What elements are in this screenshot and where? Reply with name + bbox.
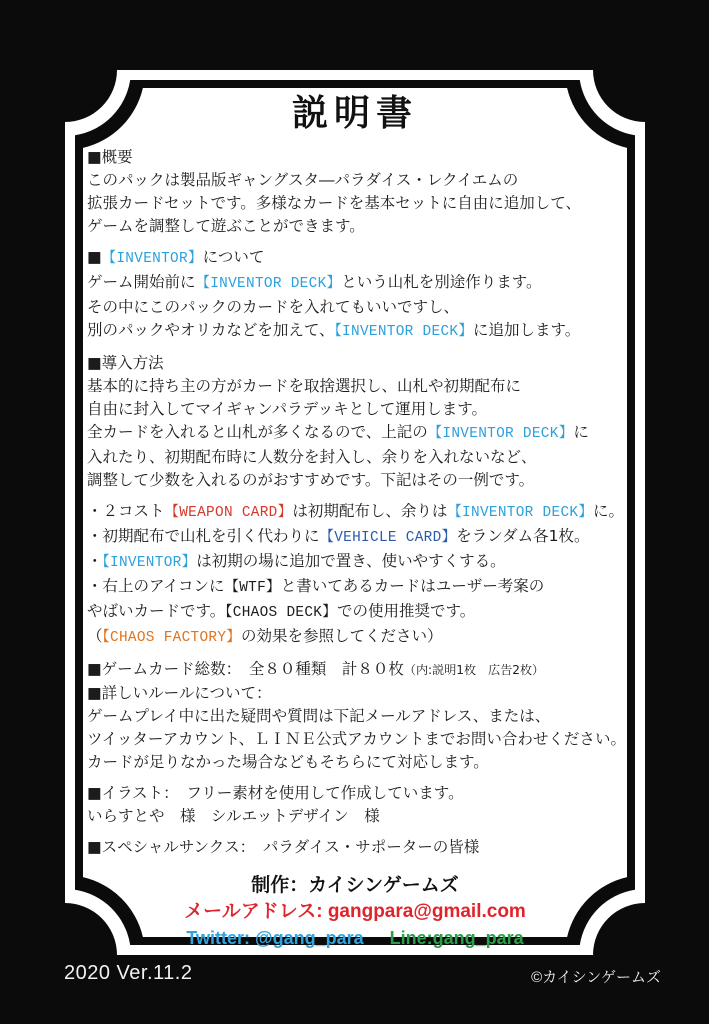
overview-heading: ■概要 <box>87 148 133 166</box>
section-illustration <box>87 782 623 828</box>
sheet-content <box>83 88 627 948</box>
bullet-weapon: ・２コスト【WEAPON CARD】は初期配布し、余りは【INVENTOR DECK】に。 <box>87 502 625 521</box>
tag-inventor: 【INVENTOR】 <box>101 251 203 267</box>
illustration-line: ■イラスト： フリー素材を使用して作成しています。 <box>87 784 464 802</box>
card-count-note: （内:説明1枚 広告2枚） <box>403 663 545 677</box>
twitter-handle: Twitter: @gang_para <box>186 928 364 948</box>
tag-inventor: 【INVENTOR】 <box>102 555 197 571</box>
rules-line: ツイッターアカウント、ＬＩＮＥ公式アカウントまでお問い合わせください。 <box>87 730 626 748</box>
bullet-inventor: ・【INVENTOR】は初期の場に追加で置き、使いやすくする。 <box>87 552 506 571</box>
illustration-line: いらすとや 様 シルエットデザイン 様 <box>87 807 380 825</box>
section-method <box>87 352 623 492</box>
version-label: 2020 Ver.11.2 <box>64 962 193 984</box>
bullet-chaos-factory: （【CHAOS FACTORY】の効果を参照してください） <box>87 627 443 646</box>
bullet-wtf: ・右上のアイコンに【WTF】と書いてあるカードはユーザー考案の <box>87 577 545 596</box>
rules-heading: ■詳しいルールについて： <box>87 684 272 702</box>
bullet-vehicle: ・初期配布で山札を引く代わりに【VEHICLE CARD】をランダム各1枚。 <box>87 527 590 546</box>
overview-line: ゲームを調整して遊ぶことができます。 <box>87 217 365 235</box>
overview-line: このパックは製品版ギャングスタ―パラダイス・レクイエムの <box>87 171 519 189</box>
tag-vehicle-card: 【VEHICLE CARD】 <box>319 530 457 546</box>
email-line: メールアドレス: gangpara@gmail.com <box>184 901 526 922</box>
card-count-line: ■ゲームカード総数： 全８０種類 計８０枚（内:説明1枚 広告2枚） <box>87 660 545 678</box>
producer-line: 制作：カイシンゲームズ <box>251 875 459 896</box>
sns-line <box>87 925 623 951</box>
inventor-line: 別のパックやオリカなどを加えて、【INVENTOR DECK】に追加します。 <box>87 321 581 340</box>
method-line: 調整して少数を入れるのがおすすめです。下記はその一例です。 <box>87 471 535 489</box>
section-overview <box>87 146 623 238</box>
special-thanks-line: ■スペシャルサンクス： パラダイス・サポーターの皆様 <box>87 838 480 856</box>
section-examples <box>87 500 623 650</box>
section-special-thanks <box>87 836 623 859</box>
inventor-line: その中にこのパックのカードを入れてもいいですし、 <box>87 298 460 316</box>
tag-inventor-deck: 【INVENTOR DECK】 <box>427 426 574 442</box>
method-heading: ■導入方法 <box>87 354 164 372</box>
section-inventor <box>87 246 623 344</box>
tag-wtf: 【WTF】 <box>224 580 281 596</box>
method-line: 基本的に持ち主の方がカードを取捨選択し、山札や初期配布に <box>87 377 522 395</box>
line-account: Line:gang_para <box>389 928 524 948</box>
bullet-chaos-deck: やばいカードです。【CHAOS DECK】での使用推奨です。 <box>87 602 476 621</box>
tag-weapon-card: 【WEAPON CARD】 <box>164 505 293 521</box>
rules-line: ゲームプレイ中に出た疑問や質問は下記メールアドレス、または、 <box>87 707 551 725</box>
page-footer <box>0 958 709 998</box>
copyright-label: ©カイシンゲームズ <box>531 969 661 986</box>
section-counts-rules <box>87 658 626 774</box>
inventor-line: ゲーム開始前に【INVENTOR DECK】という山札を別途作ります。 <box>87 273 542 292</box>
tag-inventor-deck: 【INVENTOR DECK】 <box>447 505 594 521</box>
method-line: 全カードを入れると山札が多くなるので、上記の【INVENTOR DECK】に <box>87 423 589 442</box>
tag-chaos-deck: 【CHAOS DECK】 <box>225 605 337 621</box>
section-contact <box>87 873 623 951</box>
rules-line: カードが足りなかった場合などもそちらにて対応します。 <box>87 753 489 771</box>
method-line: 入れたり、初期配布時に人数分を封入し、余りを入れないなど、 <box>87 448 537 466</box>
page-title: 説明書 <box>291 93 418 133</box>
method-line: 自由に封入してマイギャンパラデッキとして運用します。 <box>87 400 488 418</box>
overview-line: 拡張カードセットです。多様なカードを基本セットに自由に追加して、 <box>87 194 581 212</box>
tag-chaos-factory: 【CHAOS FACTORY】 <box>102 630 242 646</box>
inventor-heading: ■【INVENTOR】について <box>87 248 265 267</box>
tag-inventor-deck: 【INVENTOR DECK】 <box>195 276 342 292</box>
tag-inventor-deck: 【INVENTOR DECK】 <box>334 324 474 340</box>
